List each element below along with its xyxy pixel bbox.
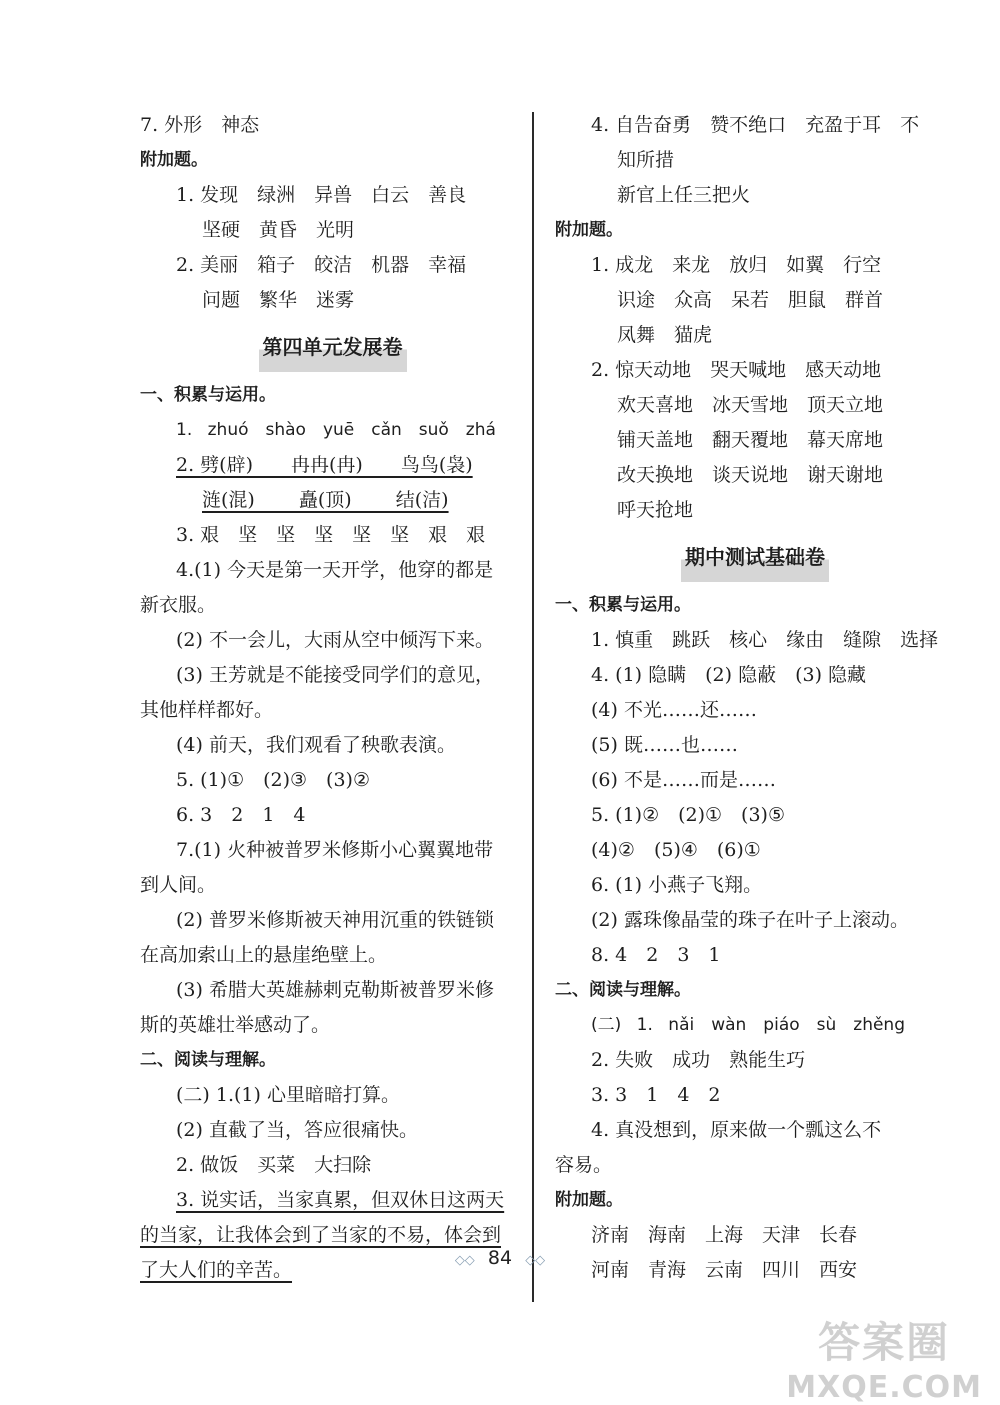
answer-line: (2) 普罗米修斯被天神用沉重的铁链锁 [176,909,494,931]
answer-line: 3. 艰 坚 坚 坚 坚 坚 艰 艰 [176,524,486,546]
section-heading: 一、积累与运用。 [140,385,276,405]
answer-line: 2. 美丽 箱子 皎洁 机器 幸福 [176,254,467,276]
section-heading: 附加题。 [140,150,208,170]
answer-line: 7.(1) 火种被普罗米修斯小心翼翼地带 [176,839,494,861]
section-heading: 一、积累与运用。 [555,595,691,615]
watermark-url: MXQE.COM [786,1370,982,1405]
answer-line: 呼天抢地 [617,499,694,521]
answer-line: (2) 直截了当，答应很痛快。 [176,1119,418,1141]
unit-title [555,532,955,582]
answer-line: 2. 惊天动地 哭天喊地 感天动地 [591,359,882,381]
answer-line: 1. 慎重 跳跃 核心 缘由 缝隙 选择 [591,629,939,651]
answer-line: 1. 发现 绿洲 异兽 白云 善良 [176,184,467,206]
answer-line: 改天换地 谈天说地 谢天谢地 [617,464,884,486]
answer-line: 斯的英雄壮举感动了。 [140,1014,331,1036]
answer-line: 4.(1) 今天是第一天开学，他穿的都是 [176,559,494,581]
answer-line: 欢天喜地 冰天雪地 顶天立地 [617,394,884,416]
diamond-ornament-icon: ◇◇ [454,1253,475,1268]
answer-line: 2. 失败 成功 熟能生巧 [591,1049,806,1071]
diamond-ornament-icon: ◇◇ [525,1253,546,1268]
answer-line: 3. 说实话，当家真累，但双休日这两天 [176,1189,505,1211]
answer-line: 在高加索山上的悬崖绝壁上。 [140,944,388,966]
pinyin-line: (二) 1. nǎi wàn piáo sù zhěng [591,1015,905,1035]
answer-line: (2) 露珠像晶莹的珠子在叶子上滚动。 [591,909,909,931]
watermark-logo [786,1310,982,1405]
answer-line: 6. 3 2 1 4 [176,804,306,826]
answer-line: 到人间。 [140,874,217,896]
answer-line: 4. 真没想到，原来做一个瓢这么不 [591,1119,882,1141]
answer-line: 8. 4 2 3 1 [591,944,721,966]
answer-line: 新官上任三把火 [617,184,751,206]
answer-line: 河南 青海 云南 四川 西安 [591,1259,858,1281]
answer-line: (2) 不一会儿，大雨从空中倾泻下来。 [176,629,494,651]
answer-line: (3) 王芳就是不能接受同学们的意见， [176,664,494,686]
answer-line: 济南 海南 上海 天津 长春 [591,1224,858,1246]
answer-line: 坚硬 黄昏 光明 [202,219,355,241]
answer-line: 7. 外形 神态 [140,114,260,136]
answer-line: 识途 众高 呆若 胆鼠 群首 [617,289,884,311]
right-column [555,108,955,1288]
answer-line: 铺天盖地 翻天覆地 幕天席地 [617,429,884,451]
answer-line: 1. 成龙 来龙 放归 如翼 行空 [591,254,882,276]
answer-line: 4. 自告奋勇 赞不绝口 充盈于耳 不 [591,114,920,136]
answer-line: (4) 前天，我们观看了秧歌表演。 [176,734,456,756]
unit-title [140,322,525,372]
section-heading: 附加题。 [555,1190,623,1210]
answer-line: (6) 不是……而是…… [591,769,776,791]
answer-line: 容易。 [555,1154,613,1176]
answer-line: 了大人们的辛苦。 [140,1259,293,1281]
answer-line: 新衣服。 [140,594,217,616]
answer-line: (4) 不光……还…… [591,699,757,721]
answer-line: 涟(混) 矗(顶) 结(洁) [202,489,449,511]
answer-line: 问题 繁华 迷雾 [202,289,355,311]
page-number: 84 [487,1247,513,1269]
answer-line: (4)② (5)④ (6)① [591,839,761,861]
answer-line: 3. 3 1 4 2 [591,1084,721,1106]
answer-line: 2. 做饭 买菜 大扫除 [176,1154,372,1176]
answer-line: 2. 劈(辟) 冉冉(冉) 鸟鸟(袅) [176,454,473,476]
answer-line: (3) 希腊大英雄赫剌克勒斯被普罗米修 [176,979,494,1001]
section-heading: 二、阅读与理解。 [555,980,691,1000]
page-footer [0,1247,1000,1269]
answer-line: 4. (1) 隐瞒 (2) 隐蔽 (3) 隐藏 [591,664,867,686]
unit-title-text: 期中测试基础卷 [681,532,829,582]
section-heading: 二、阅读与理解。 [140,1050,276,1070]
unit-title-text: 第四单元发展卷 [259,322,407,372]
answer-line: 5. (1)① (2)③ (3)② [176,769,371,791]
column-divider [532,112,534,1302]
pinyin-line: 1. zhuó shào yuē cǎn suǒ zhá [176,420,496,440]
answer-line: 的当家，让我体会到了当家的不易，体会到 [140,1224,502,1246]
answer-line: 6. (1) 小燕子飞翔。 [591,874,763,896]
watermark-title: 答案圈 [818,1318,951,1367]
answer-line: (5) 既……也…… [591,734,738,756]
answer-line: (二) 1.(1) 心里暗暗打算。 [176,1084,400,1106]
answer-line: 凤舞 猫虎 [617,324,713,346]
section-heading: 附加题。 [555,220,623,240]
answer-line: 5. (1)② (2)① (3)⑤ [591,804,786,826]
answer-line: 其他样样都好。 [140,699,274,721]
answer-line: 知所措 [617,149,675,171]
left-column [140,108,525,1288]
